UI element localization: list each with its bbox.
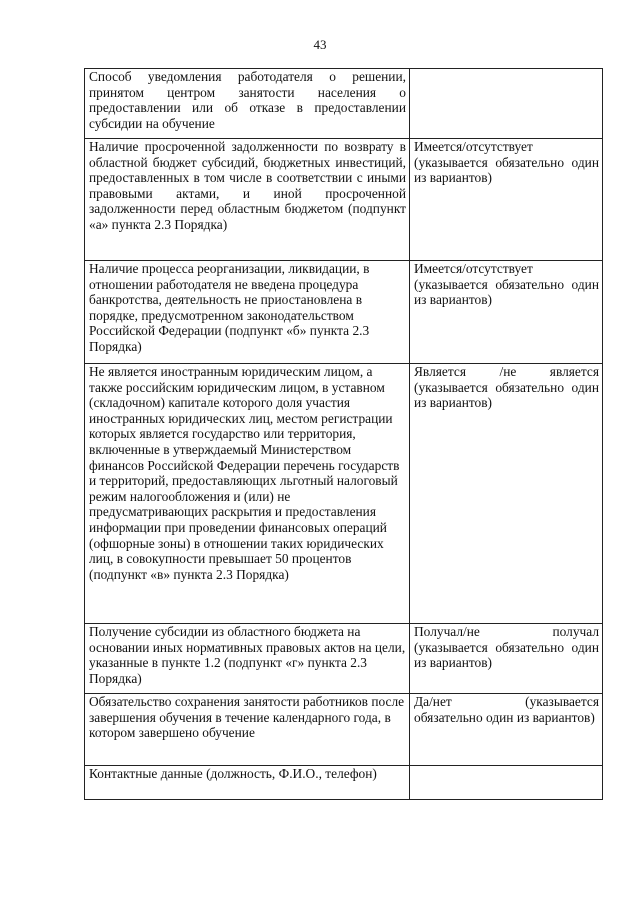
value-cell: Имеется/отсутствует (указывается обязательно один из вариантов): [410, 261, 603, 364]
criterion-cell: Обязательство сохранения занятости работников после завершения обучения в течение календарного года, в котором завершено обучение: [85, 694, 410, 766]
table-row: [85, 766, 603, 800]
criterion-cell: Контактные данные (должность, Ф.И.О., телефон): [85, 766, 410, 800]
table-row: [85, 139, 603, 261]
criterion-cell: Получение субсидии из областного бюджета на основании иных нормативных правовых актов на цели, указанные в пункте 1.2 (подпункт «г» пункта 2.3 Порядка): [85, 624, 410, 694]
criteria-table: [84, 68, 603, 800]
table-row: [85, 364, 603, 624]
value-cell: Получал/не получал (указывается обязательно один из вариантов): [410, 624, 603, 694]
value-cell: Является /не является (указывается обязательно один из вариантов): [410, 364, 603, 624]
criterion-cell: Способ уведомления работодателя о решении, принятом центром занятости населения о предоставлении или об отказе в предоставлении субсидии на обучение: [85, 69, 410, 139]
table-row: [85, 261, 603, 364]
value-cell: [410, 69, 603, 139]
criterion-cell: Наличие процесса реорганизации, ликвидации, в отношении работодателя не введена процедура банкротства, деятельность не приостановлена в порядке, предусмотренном законодательством Российской Федерации (подпункт «б» пункта 2.3 Порядка): [85, 261, 410, 364]
table-row: [85, 69, 603, 139]
criterion-cell: Наличие просроченной задолженности по возврату в областной бюджет субсидий, бюджетных инвестиций, предоставленных в том числе в соответствии с иными правовыми актами, и иной просроченной задолженности перед областным бюджетом (подпункт «а» пункта 2.3 Порядка): [85, 139, 410, 261]
page-number: 43: [313, 37, 327, 52]
table-row: [85, 624, 603, 694]
value-cell: Имеется/отсутствует (указывается обязательно один из вариантов): [410, 139, 603, 261]
table-row: [85, 694, 603, 766]
value-cell: Да/нет (указывается обязательно один из вариантов): [410, 694, 603, 766]
criterion-cell: Не является иностранным юридическим лицом, а также российским юридическим лицом, в уставном (складочном) капитале которого доля участия иностранных юридических лиц, местом регистрации которых является государство или территория, включенные в утверждаемый Министерством финансов Российской Федерации перечень государств и территорий, предоставляющих льготный налоговый режим налогообложения и (или) не предусматривающих раскрытия и предоставления информации при проведении финансовых операций (офшорные зоны) в отношении таких юридических лиц, в совокупности превышает 50 процентов (подпункт «в» пункта 2.3 Порядка): [85, 364, 410, 624]
value-cell: [410, 766, 603, 800]
